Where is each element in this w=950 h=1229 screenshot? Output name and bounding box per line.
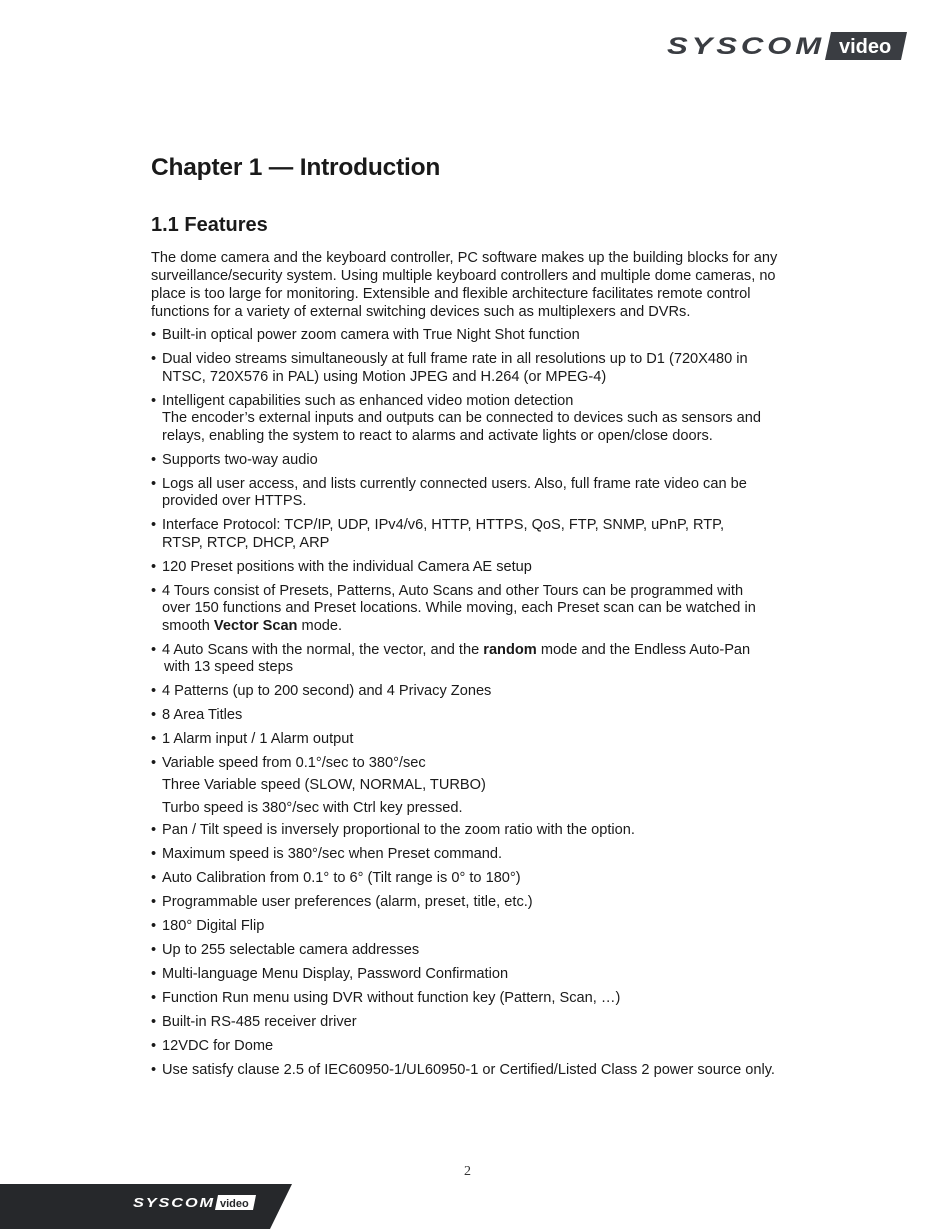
footer-logo-brand-text: SYSCOM xyxy=(133,1195,215,1210)
feature-text: NTSC, 720X576 in PAL) using Motion JPEG and H.264 (or MPEG-4) xyxy=(162,368,607,385)
feature-text: with 13 speed steps xyxy=(164,659,293,675)
feature-text: Use satisfy clause 2.5 of IEC60950-1/UL60950-1 or Certified/Listed Class 2 power source only. xyxy=(162,1062,775,1078)
feature-text: Programmable user preferences (alarm, preset, title, etc.) xyxy=(162,894,533,910)
feature-text-part: mode. xyxy=(297,617,343,634)
feature-text: Maximum speed is 380°/sec when Preset command. xyxy=(162,846,503,862)
feature-text-bold: Vector Scan xyxy=(213,617,298,634)
feature-item xyxy=(151,583,816,636)
feature-text: RTSP, RTCP, DHCP, ARP xyxy=(162,534,330,551)
bullet-icon: • xyxy=(151,894,157,910)
sub-note-text: Three Variable speed (SLOW, NORMAL, TURBO) xyxy=(162,777,486,793)
feature-text: 120 Preset positions with the individual Camera AE setup xyxy=(162,558,532,575)
feature-item xyxy=(151,452,816,470)
sub-note-text: Turbo speed is 380°/sec with Ctrl key pressed. xyxy=(162,799,463,816)
features-content xyxy=(151,249,816,1086)
intro-line: The dome camera and the keyboard controller, PC software makes up the building blocks for any xyxy=(151,250,778,266)
feature-item xyxy=(151,683,816,701)
feature-text-part: mode and the Endless Auto-Pan xyxy=(536,641,751,658)
feature-text: Interface Protocol: TCP/IP, UDP, IPv4/v6, HTTP, HTTPS, QoS, FTP, SNMP, uPnP, RTP, xyxy=(162,517,725,533)
bullet-icon: • xyxy=(151,1038,157,1054)
bullet-icon: • xyxy=(151,327,157,343)
feature-text: Built-in optical power zoom camera with True Night Shot function xyxy=(162,327,580,343)
features-list xyxy=(151,327,816,773)
bullet-icon: • xyxy=(151,582,157,599)
bullet-icon: • xyxy=(151,1014,157,1030)
feature-item xyxy=(151,990,816,1008)
bullet-icon: • xyxy=(151,1062,157,1078)
feature-text: 4 Patterns (up to 200 second) and 4 Privacy Zones xyxy=(162,683,492,699)
feature-text: Supports two-way audio xyxy=(162,451,318,468)
bullet-icon: • xyxy=(151,451,157,468)
feature-item xyxy=(151,1038,816,1056)
bullet-icon: • xyxy=(151,918,157,934)
bullet-icon: • xyxy=(151,351,157,367)
feature-text-part: smooth xyxy=(162,617,214,634)
feature-text: over 150 functions and Preset locations. While moving, each Preset scan can be watched in xyxy=(162,600,756,616)
feature-item xyxy=(151,1014,816,1032)
feature-text: Logs all user access, and lists currently connected users. Also, full frame rate video can be xyxy=(162,475,747,492)
intro-line: place is too large for monitoring. Extensible and flexible architecture facilitates remote control xyxy=(151,286,751,302)
feature-item xyxy=(151,870,816,888)
bullet-icon: • xyxy=(151,558,157,575)
feature-item xyxy=(151,918,816,936)
feature-item xyxy=(151,894,816,912)
bullet-icon: • xyxy=(151,517,157,533)
feature-item xyxy=(151,731,816,749)
feature-text: relays, enabling the system to react to alarms and activate lights or open/close doors. xyxy=(162,427,713,444)
feature-item xyxy=(151,559,816,577)
feature-item xyxy=(151,846,816,864)
feature-text xyxy=(162,618,816,636)
bullet-icon: • xyxy=(151,707,157,723)
intro-line: surveillance/security system. Using multiple keyboard controllers and multiple dome cameras, no xyxy=(151,268,776,284)
intro-line: functions for a variety of external switching devices such as multiplexers and DVRs. xyxy=(151,304,691,320)
bullet-icon: • xyxy=(151,990,157,1006)
feature-item xyxy=(151,351,816,386)
feature-item xyxy=(151,755,816,773)
feature-item xyxy=(151,517,816,552)
bullet-icon: • xyxy=(151,392,157,409)
feature-item xyxy=(151,822,816,840)
feature-text: The encoder’s external inputs and outputs can be connected to devices such as sensors and xyxy=(162,410,761,426)
feature-item xyxy=(151,327,816,345)
logo-badge-text: video xyxy=(839,36,892,58)
feature-item xyxy=(151,707,816,725)
bullet-icon: • xyxy=(151,846,157,862)
bullet-icon: • xyxy=(151,966,157,982)
feature-item xyxy=(151,942,816,960)
feature-item xyxy=(151,476,816,511)
bullet-icon: • xyxy=(151,755,157,771)
intro-paragraph xyxy=(151,249,816,321)
feature-text: Dual video streams simultaneously at full frame rate in all resolutions up to D1 (720X480 in xyxy=(162,351,748,367)
bullet-icon: • xyxy=(151,942,157,958)
feature-text: Function Run menu using DVR without function key (Pattern, Scan, …) xyxy=(162,990,621,1006)
feature-item xyxy=(151,966,816,984)
feature-text-part: 4 Auto Scans with the normal, the vector, and the xyxy=(162,641,484,658)
bullet-icon: • xyxy=(151,731,157,747)
feature-text: Pan / Tilt speed is inversely proportional to the zoom ratio with the option. xyxy=(162,822,635,838)
feature-text: provided over HTTPS. xyxy=(162,493,307,509)
speed-sub-notes xyxy=(151,777,816,817)
feature-text xyxy=(162,642,816,660)
feature-item xyxy=(151,1062,816,1080)
feature-text-bold: random xyxy=(483,641,537,658)
feature-text: 180° Digital Flip xyxy=(162,918,265,934)
feature-text: Variable speed from 0.1°/sec to 380°/sec xyxy=(162,755,426,771)
bullet-icon: • xyxy=(151,475,157,492)
feature-text: Multi-language Menu Display, Password Confirmation xyxy=(162,966,509,982)
feature-text: 4 Tours consist of Presets, Patterns, Auto Scans and other Tours can be programmed with xyxy=(162,582,744,599)
bullet-icon: • xyxy=(151,641,157,658)
features-list-continued xyxy=(151,822,816,1080)
chapter-title: Chapter 1 — Introduction xyxy=(151,154,441,181)
footer-logo-badge-text: video xyxy=(220,1198,249,1210)
footer-logo-bar xyxy=(0,1184,292,1229)
feature-item xyxy=(151,642,816,677)
feature-text: 8 Area Titles xyxy=(162,707,243,723)
bullet-icon: • xyxy=(151,870,157,886)
section-title: 1.1 Features xyxy=(151,214,268,236)
feature-text: 1 Alarm input / 1 Alarm output xyxy=(162,731,354,747)
logo-brand-text: SYSCOM xyxy=(667,33,825,60)
feature-text: Built-in RS-485 receiver driver xyxy=(162,1014,357,1030)
syscom-video-logo xyxy=(665,30,907,62)
page-number: 2 xyxy=(464,1164,471,1179)
feature-text: 12VDC for Dome xyxy=(162,1038,274,1054)
feature-item xyxy=(151,393,816,446)
bullet-icon: • xyxy=(151,683,157,699)
feature-text: Auto Calibration from 0.1° to 6° (Tilt range is 0° to 180°) xyxy=(162,870,521,886)
feature-text: Up to 255 selectable camera addresses xyxy=(162,942,420,958)
bullet-icon: • xyxy=(151,822,157,838)
feature-text: Intelligent capabilities such as enhanced video motion detection xyxy=(162,392,574,409)
